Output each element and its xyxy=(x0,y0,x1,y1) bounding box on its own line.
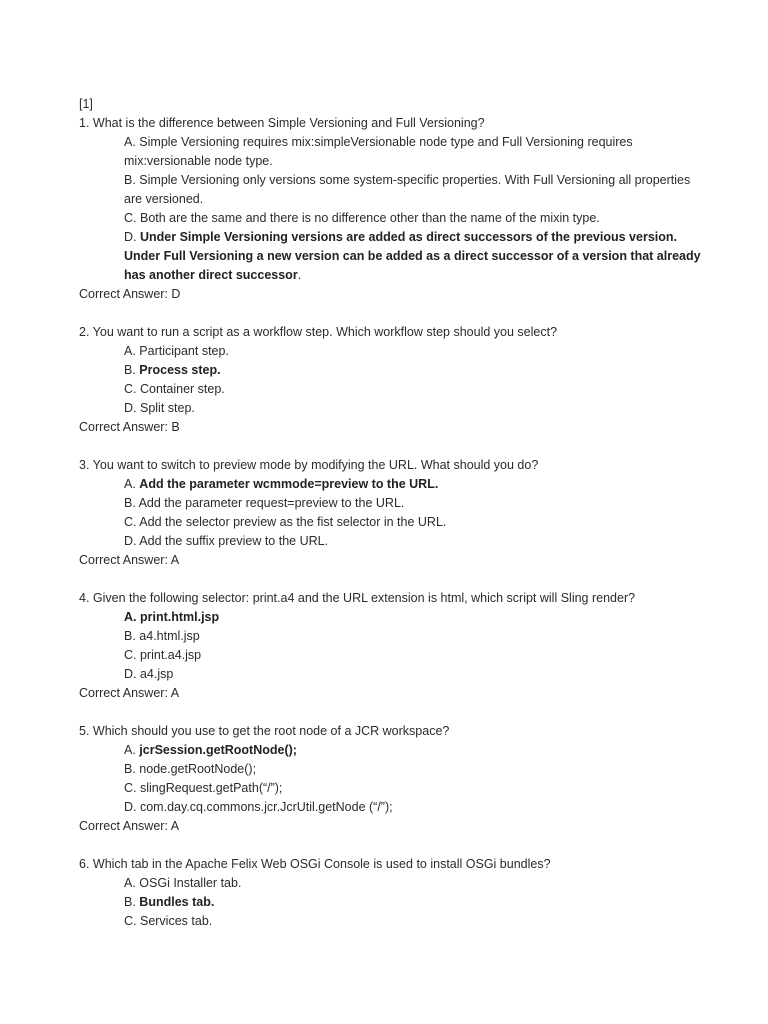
option-letter: A. xyxy=(124,876,140,890)
option-letter: C. xyxy=(124,781,140,795)
option-text: has another direct successor xyxy=(124,268,298,282)
answer-option xyxy=(79,627,719,646)
option-text: com.day.cq.commons.jcr.JcrUtil.getNode (“/”); xyxy=(139,800,393,814)
answer-option xyxy=(79,342,719,361)
spacer xyxy=(79,836,719,855)
option-text: Services tab. xyxy=(139,914,213,928)
question-text: 2. You want to run a script as a workflow step. Which workflow step should you select? xyxy=(79,325,558,339)
answer-option xyxy=(79,380,719,399)
spacer xyxy=(79,437,719,456)
option-letter: A. xyxy=(124,743,140,757)
answer-option xyxy=(79,247,719,266)
option-letter: D. xyxy=(124,800,140,814)
correct-answer: Correct Answer: D xyxy=(79,287,181,301)
answer-option xyxy=(79,665,719,684)
option-text: Split step. xyxy=(139,401,195,415)
option-letter: B. xyxy=(124,496,139,510)
option-text: a4.html.jsp xyxy=(139,629,200,643)
question-block xyxy=(79,114,719,323)
correct-answer: Correct Answer: B xyxy=(79,420,180,434)
answer-option xyxy=(79,228,719,247)
option-text: Bundles tab. xyxy=(139,895,215,909)
option-text: Add the selector preview as the fist selector in the URL. xyxy=(139,515,447,529)
question-text: 1. What is the difference between Simple Versioning and Full Versioning? xyxy=(79,116,485,130)
answer-option xyxy=(79,266,719,285)
option-trailing: . xyxy=(297,268,302,282)
option-letter: C. xyxy=(124,211,140,225)
option-letter: C. xyxy=(124,382,140,396)
option-text: Simple Versioning only versions some system-specific properties. With Full Versioning all properties xyxy=(139,173,691,187)
option-text: Both are the same and there is no difference other than the name of the mixin type. xyxy=(139,211,600,225)
option-text: OSGi Installer tab. xyxy=(139,876,242,890)
option-text: are versioned. xyxy=(124,192,204,206)
correct-answer: Correct Answer: A xyxy=(79,553,180,567)
answer-option xyxy=(79,532,719,551)
question-block xyxy=(79,589,719,722)
answer-option xyxy=(79,152,719,171)
answer-option xyxy=(79,608,719,627)
option-letter: B. xyxy=(124,363,140,377)
option-letter: C. xyxy=(124,515,140,529)
option-text: mix:versionable node type. xyxy=(124,154,273,168)
option-text: a4.jsp xyxy=(139,667,174,681)
option-letter: A. xyxy=(124,477,140,491)
option-text: Add the parameter wcmmode=preview to the URL. xyxy=(139,477,439,491)
option-letter: A. xyxy=(124,135,140,149)
option-text: Container step. xyxy=(139,382,225,396)
option-text: node.getRootNode(); xyxy=(139,762,257,776)
answer-option xyxy=(79,171,719,190)
option-text: Simple Versioning requires mix:simpleVersionable node type and Full Versioning requires xyxy=(139,135,633,149)
question-text: 5. Which should you use to get the root node of a JCR workspace? xyxy=(79,724,450,738)
question-text: 4. Given the following selector: print.a4 and the URL extension is html, which script will Sling render? xyxy=(79,591,636,605)
option-text: Add the parameter request=preview to the URL. xyxy=(138,496,405,510)
option-letter: D. xyxy=(124,534,140,548)
option-text: Participant step. xyxy=(139,344,229,358)
spacer xyxy=(79,703,719,722)
option-letter: C. xyxy=(124,914,140,928)
answer-option xyxy=(79,475,719,494)
answer-option xyxy=(79,741,719,760)
option-letter: B. xyxy=(124,629,140,643)
option-text: jcrSession.getRootNode(); xyxy=(139,743,297,757)
answer-option xyxy=(79,209,719,228)
answer-option xyxy=(79,893,719,912)
option-text: A. print.html.jsp xyxy=(124,610,220,624)
answer-option xyxy=(79,190,719,209)
option-letter: D. xyxy=(124,667,140,681)
question-block xyxy=(79,855,719,931)
spacer xyxy=(79,570,719,589)
option-text: Under Simple Versioning versions are added as direct successors of the previous version. xyxy=(139,230,677,244)
option-text: Add the suffix preview to the URL. xyxy=(139,534,329,548)
option-letter: B. xyxy=(124,173,140,187)
question-text: 6. Which tab in the Apache Felix Web OSGi Console is used to install OSGi bundles? xyxy=(79,857,551,871)
quiz-document xyxy=(79,95,719,931)
option-letter: C. xyxy=(124,648,140,662)
answer-option xyxy=(79,513,719,532)
option-text: slingRequest.getPath(“/”); xyxy=(139,781,283,795)
answer-option xyxy=(79,779,719,798)
spacer xyxy=(79,304,719,323)
option-letter: B. xyxy=(124,762,140,776)
question-text: 3. You want to switch to preview mode by modifying the URL. What should you do? xyxy=(79,458,539,472)
option-letter: B. xyxy=(124,895,140,909)
option-text: print.a4.jsp xyxy=(139,648,202,662)
answer-option xyxy=(79,874,719,893)
answer-option xyxy=(79,494,719,513)
answer-option xyxy=(79,133,719,152)
correct-answer: Correct Answer: A xyxy=(79,819,180,833)
answer-option xyxy=(79,912,719,931)
answer-option xyxy=(79,399,719,418)
question-block xyxy=(79,323,719,456)
option-text: Under Full Versioning a new version can be added as a direct successor of a version that already xyxy=(124,249,701,263)
question-block xyxy=(79,722,719,855)
option-letter: D. xyxy=(124,230,140,244)
header-tag: [1] xyxy=(79,97,93,111)
answer-option xyxy=(79,798,719,817)
option-text: Process step. xyxy=(139,363,221,377)
question-block xyxy=(79,456,719,589)
correct-answer: Correct Answer: A xyxy=(79,686,180,700)
option-letter: A. xyxy=(124,344,140,358)
option-letter: D. xyxy=(124,401,140,415)
answer-option xyxy=(79,646,719,665)
answer-option xyxy=(79,361,719,380)
answer-option xyxy=(79,760,719,779)
